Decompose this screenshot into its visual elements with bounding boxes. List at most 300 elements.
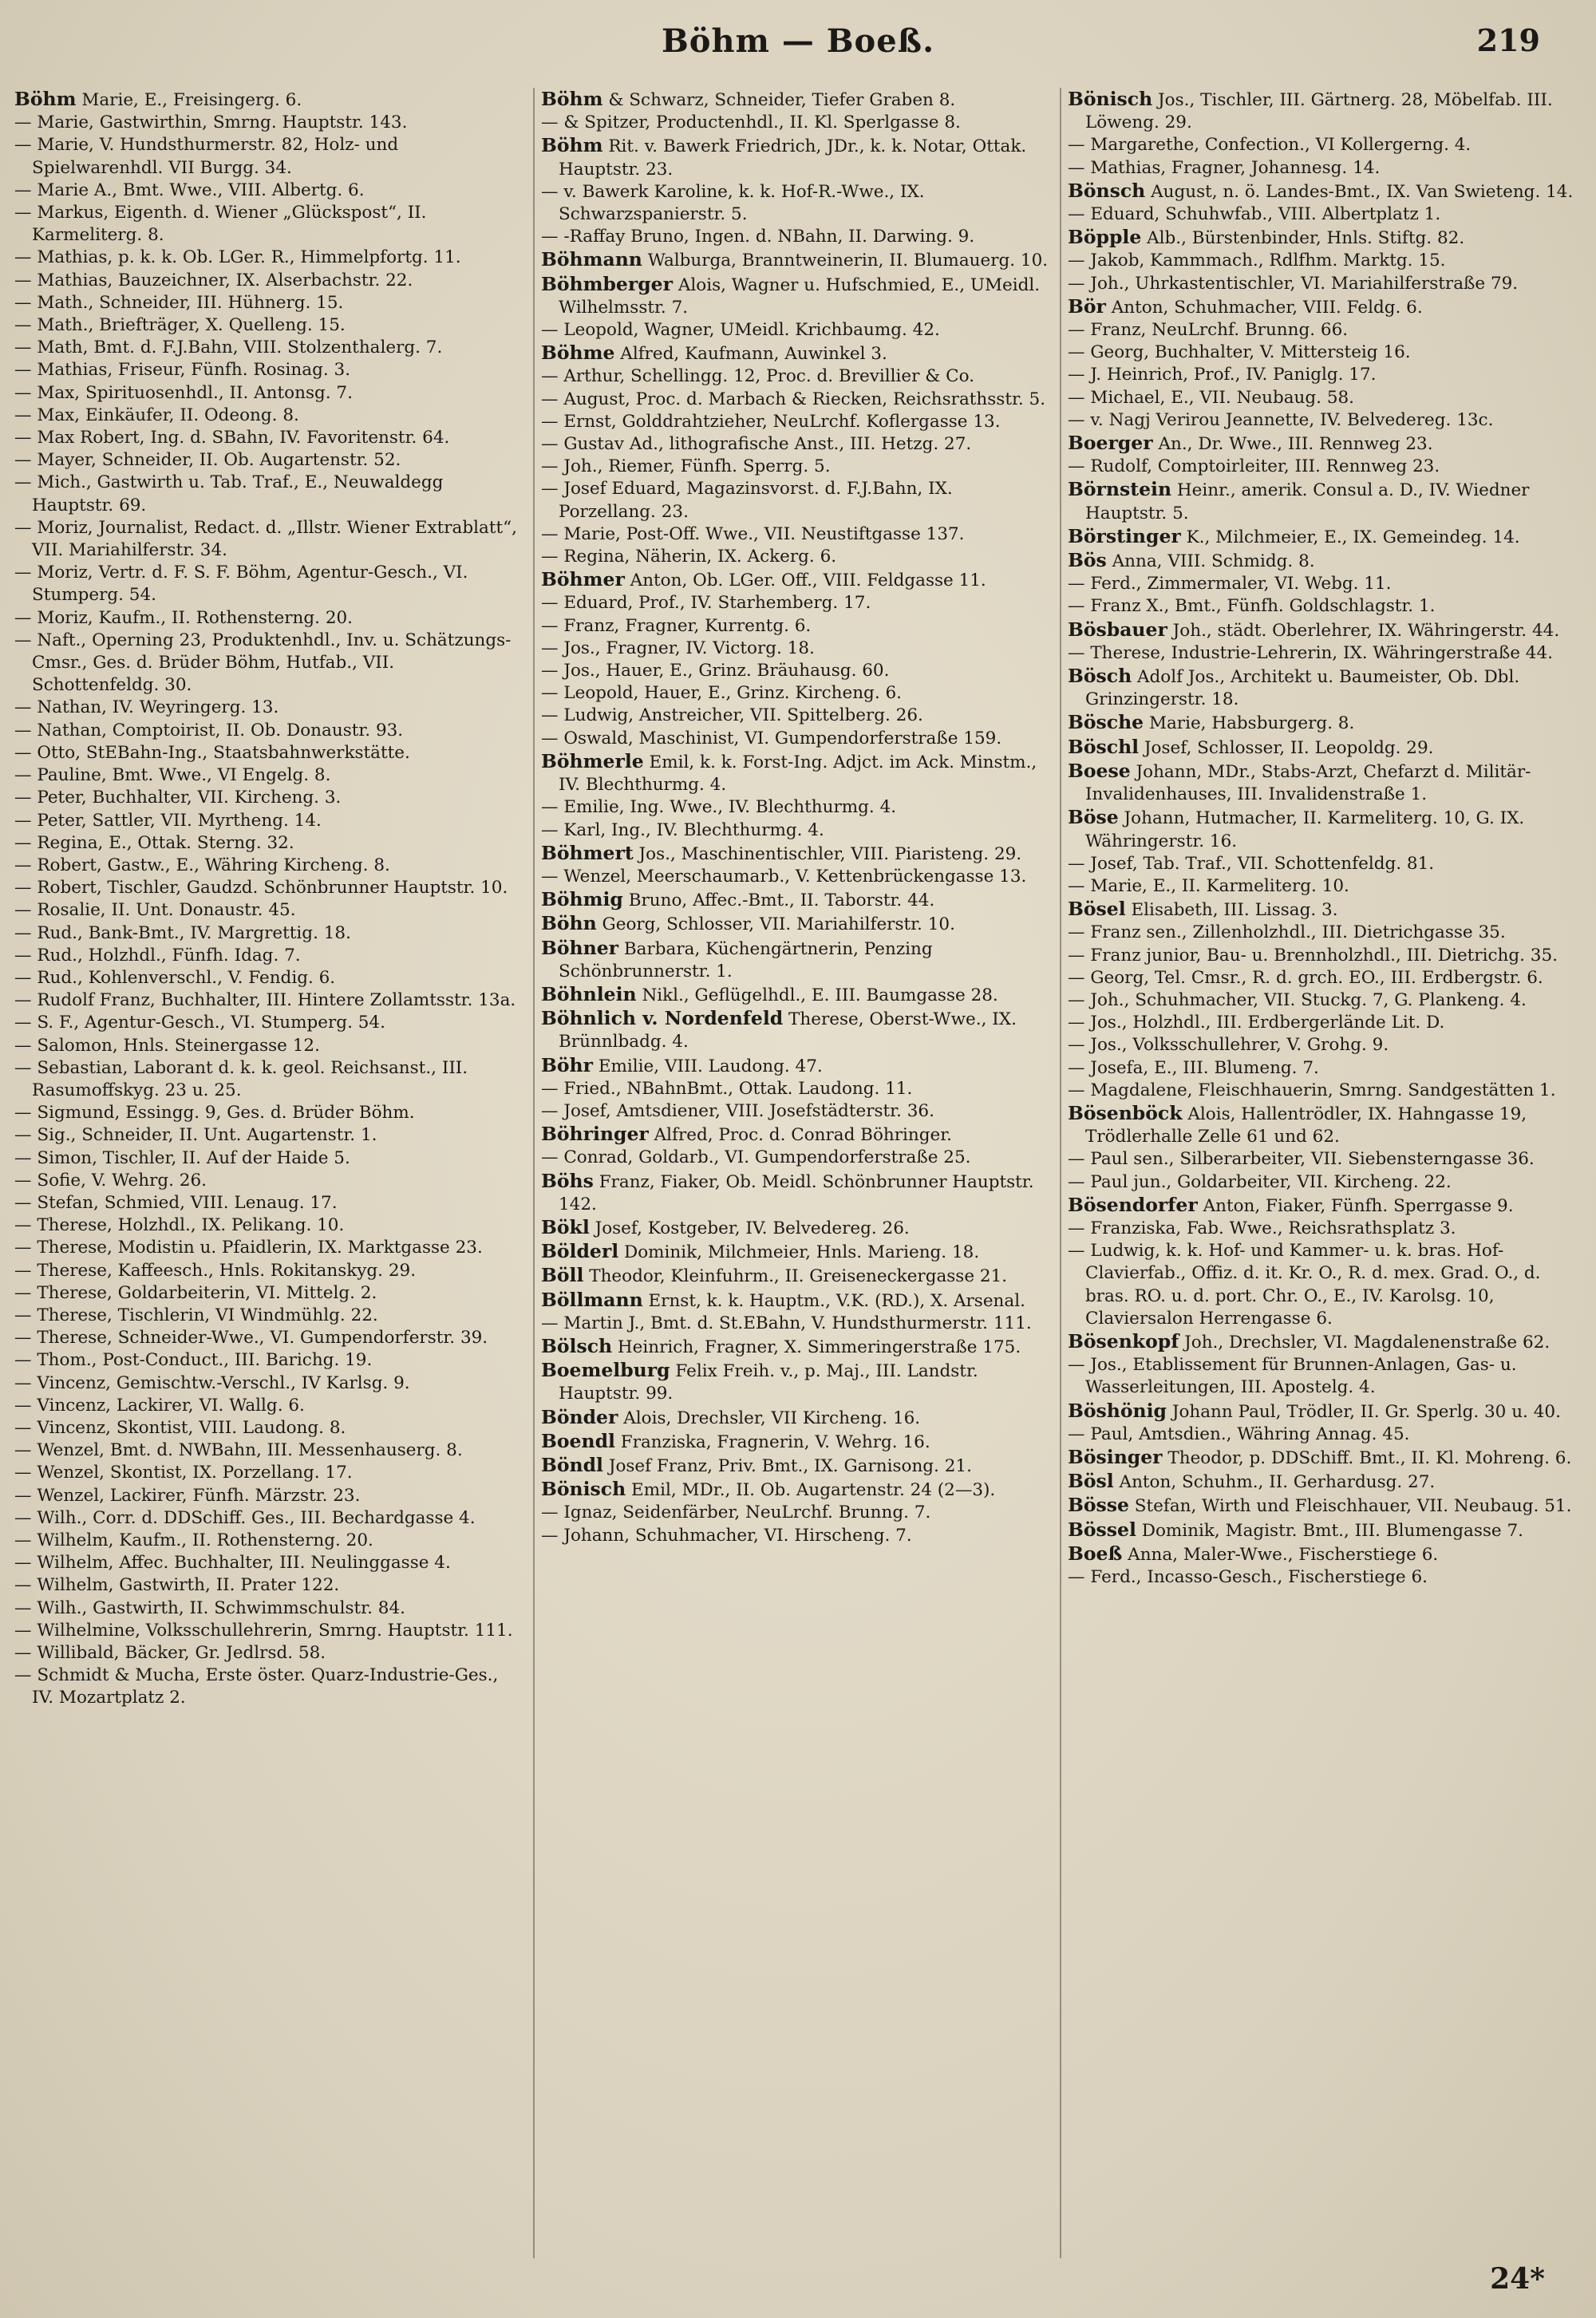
entry-surname: Bönisch [541, 1478, 626, 1501]
directory-entry [1068, 989, 1578, 1012]
directory-entry [14, 1552, 525, 1574]
directory-entry [1068, 665, 1578, 711]
directory-entry [541, 1502, 1052, 1524]
directory-entry [1068, 250, 1578, 272]
column-divider [1060, 88, 1061, 2258]
entry-text: Therese, Oberst-Wwe., IX. Brünnlbadg. 4. [559, 1009, 1017, 1052]
directory-entry [14, 1327, 525, 1349]
entry-surname: Bölsch [541, 1334, 613, 1357]
directory-entry [541, 248, 1052, 272]
entry-text: — Conrad, Goldarb., VI. Gumpendorferstraße 25. [541, 1147, 971, 1168]
entry-surname: Böhn [541, 912, 597, 935]
directory-entry [1068, 967, 1578, 989]
directory-entry [541, 546, 1052, 568]
entry-text: Anna, VIII. Schmidg. 8. [1106, 551, 1315, 572]
directory-entry [14, 1574, 525, 1597]
entry-text: — Josef, Amtsdiener, VIII. Josefstädterstr. 36. [541, 1100, 934, 1121]
entry-text: — Salomon, Hnls. Steinergasse 12. [14, 1035, 320, 1056]
entry-surname: Bösendorfer [1068, 1193, 1198, 1216]
directory-entry [541, 888, 1052, 912]
directory-entry [14, 517, 525, 562]
directory-entry [541, 342, 1052, 365]
directory-entry [1068, 1148, 1578, 1171]
directory-entry [541, 983, 1052, 1007]
directory-entry [1068, 573, 1578, 595]
entry-text: Joh., städt. Oberlehrer, IX. Währingerstr. 44. [1167, 620, 1560, 641]
directory-entry [14, 832, 525, 855]
entry-text: — Georg, Buchhalter, V. Mittersteig 16. [1068, 342, 1411, 363]
entry-text: Georg, Schlosser, VII. Mariahilferstr. 10. [596, 914, 955, 935]
entry-text: — Vincenz, Gemischtw.-Verschl., IV Karlsg. 9. [14, 1372, 410, 1393]
entry-surname: Böhner [541, 936, 619, 959]
entry-text: — Franz, NeuLrchf. Brunng. 66. [1068, 320, 1349, 341]
entry-surname: Bösinger [1068, 1445, 1163, 1468]
entry-text: — Paul sen., Silberarbeiter, VII. Siebensterngasse 36. [1068, 1149, 1535, 1170]
directory-entry [14, 1147, 525, 1170]
entry-text: — Wilhelm, Affec. Buchhalter, III. Neulinggasse 4. [14, 1553, 451, 1574]
directory-entry [14, 112, 525, 134]
entry-text: — Moriz, Kaufm., II. Rothensterng. 20. [14, 607, 354, 628]
directory-entry [541, 1313, 1052, 1335]
directory-entry [1068, 387, 1578, 409]
entry-text: — Ludwig, k. k. Hof- und Kammer- u. k. bras. Hof-Clavierfab., Offiz. d. it. Kr. O., R. d. mex. Grad. O., d. bras. RO. u. d. port. Chr. O., E., IV. Karolsg. 10, Claviersalon Herrengasse 6. [1068, 1241, 1541, 1329]
directory-entry [14, 1192, 525, 1214]
directory-entry [541, 1240, 1052, 1264]
entry-surname: Boerger [1068, 432, 1153, 455]
entry-text: — Mayer, Schneider, II. Ob. Augartenstr. 52. [14, 450, 401, 471]
directory-entry [541, 1454, 1052, 1478]
directory-entry [14, 1260, 525, 1282]
entry-text: — Therese, Schneider-Wwe., VI. Gumpendorferstr. 39. [14, 1328, 488, 1349]
entry-text: — Franziska, Fab. Wwe., Reichsrathsplatz 3. [1068, 1218, 1456, 1238]
directory-entry [541, 226, 1052, 248]
entry-surname: Bösel [1068, 898, 1126, 921]
column-1 [14, 88, 525, 2258]
entry-text: — Sofie, V. Wehrg. 26. [14, 1170, 207, 1191]
entry-surname: Böhr [541, 1053, 594, 1076]
entry-surname: Böse [1068, 806, 1119, 829]
directory-entry [1068, 1171, 1578, 1194]
directory-entry [1068, 273, 1578, 295]
entry-text: — Therese, Tischlerin, VI Windmühlg. 22. [14, 1305, 378, 1325]
entry-text: — Math., Briefträger, X. Quelleng. 15. [14, 315, 346, 336]
directory-entry [14, 787, 525, 809]
directory-entry [541, 1170, 1052, 1216]
directory-entry [541, 728, 1052, 750]
directory-entry [14, 1642, 525, 1664]
directory-entry [14, 899, 525, 922]
directory-entry [14, 382, 525, 405]
entry-text: — Josef, Tab. Traf., VII. Schottenfeldg. 81. [1068, 853, 1435, 874]
directory-entry [14, 810, 525, 832]
entry-text: Johann, Hutmacher, II. Karmeliterg. 10, G. IX. Währingerstr. 16. [1085, 808, 1525, 851]
directory-entry [14, 1102, 525, 1124]
directory-entry [1068, 642, 1578, 665]
directory-entry [1068, 409, 1578, 432]
entry-text: — Jos., Hauer, E., Grinz. Bräuhausg. 60. [541, 661, 890, 681]
entry-text: Stefan, Wirth und Fleischhauer, VII. Neubaug. 51. [1128, 1496, 1572, 1517]
entry-text: — Rudolf Franz, Buchhalter, III. Hintere Zollamtsstr. 13a. [14, 990, 516, 1011]
entry-text: — Michael, E., VII. Neubaug. 58. [1068, 387, 1355, 408]
directory-entry [541, 842, 1052, 866]
directory-entry [14, 1349, 525, 1372]
directory-entry [1068, 1446, 1578, 1470]
directory-entry [14, 697, 525, 719]
directory-entry [1068, 1330, 1578, 1354]
directory-entry [541, 638, 1052, 660]
directory-entry [14, 1057, 525, 1102]
entry-text: — Math., Schneider, III. Hühnerg. 15. [14, 292, 344, 313]
entry-text: Anton, Schuhmacher, VIII. Feldg. 6. [1105, 297, 1423, 318]
column-2 [541, 88, 1052, 2258]
entry-text: — Therese, Industrie-Lehrerin, IX. Währingerstraße 44. [1068, 642, 1553, 663]
directory-entry [14, 180, 525, 202]
directory-entry [14, 1439, 525, 1462]
directory-entry [541, 365, 1052, 388]
directory-entry [541, 389, 1052, 411]
entry-text: — Wilhelm, Kaufm., II. Rothensterng. 20. [14, 1530, 373, 1550]
entry-surname: Börnstein [1068, 478, 1172, 501]
directory-entry [1068, 1518, 1578, 1542]
entry-text: — Wilhelm, Gastwirth, II. Prater 122. [14, 1575, 340, 1596]
entry-text: Emil, k. k. Forst-Ing. Adjct. im Ack. Minstm., IV. Blechthurmg. 4. [559, 752, 1037, 796]
directory-entry [1068, 1240, 1578, 1330]
entry-text: — Moriz, Vertr. d. F. S. F. Böhm, Agentur-Gesch., VI. Stumperg. 54. [14, 563, 468, 606]
entry-text: — Mathias, Bauzeichner, IX. Alserbachstr. 22. [14, 270, 413, 290]
directory-entry [14, 1170, 525, 1192]
directory-columns [14, 88, 1588, 2258]
entry-text: Walburga, Branntweinerin, II. Blumauerg. 10. [642, 251, 1049, 271]
entry-surname: Bösenkopf [1068, 1329, 1179, 1352]
entry-text: Alois, Wagner u. Hufschmied, E., UMeidl. Wilhelmsstr. 7. [559, 274, 1041, 318]
directory-entry [14, 202, 525, 247]
directory-entry [1068, 364, 1578, 386]
directory-entry [541, 912, 1052, 936]
directory-entry [541, 411, 1052, 433]
directory-entry [541, 682, 1052, 705]
directory-entry [1068, 1012, 1578, 1034]
directory-entry [541, 1078, 1052, 1100]
entry-text: — Ferd., Incasso-Gesch., Fischerstiege 6. [1068, 1567, 1428, 1587]
entry-surname: Boeß [1068, 1542, 1123, 1565]
entry-text: — Mathias, Friseur, Fünfh. Rosinag. 3. [14, 360, 351, 381]
directory-entry [1068, 1218, 1578, 1240]
entry-text: — Regina, Näherin, IX. Ackerg. 6. [541, 547, 837, 567]
entry-text: — v. Nagj Verirou Jeannette, IV. Belvedereg. 13c. [1068, 409, 1494, 430]
entry-text: — Nathan, IV. Weyringerg. 13. [14, 697, 279, 718]
entry-surname: Böhringer [541, 1123, 649, 1146]
directory-entry [1068, 88, 1578, 134]
directory-entry [14, 1597, 525, 1620]
directory-entry [14, 88, 525, 112]
entry-text: Anton, Ob. LGer. Off., VIII. Feldgasse 11. [624, 571, 986, 591]
directory-entry [541, 1123, 1052, 1147]
directory-entry [14, 1282, 525, 1305]
entry-text: Franziska, Fragnerin, V. Wehrg. 16. [614, 1431, 930, 1452]
directory-entry [1068, 342, 1578, 364]
directory-entry [1068, 618, 1578, 642]
entry-surname: Bönisch [1068, 88, 1153, 110]
directory-entry [1068, 736, 1578, 760]
entry-text: — Stefan, Schmied, VIII. Lenaug. 17. [14, 1192, 338, 1213]
entry-text: Nikl., Geflügelhdl., E. III. Baumgasse 28. [636, 985, 998, 1005]
entry-text: An., Dr. Wwe., III. Rennweg 23. [1152, 434, 1433, 455]
directory-entry [1068, 1194, 1578, 1218]
entry-text: — Josef Eduard, Magazinsvorst. d. F.J.Bahn, IX. Porzellang. 23. [541, 479, 953, 522]
directory-entry [14, 247, 525, 269]
directory-entry [541, 1054, 1052, 1078]
entry-text: — Oswald, Maschinist, VI. Gumpendorferstraße 159. [541, 728, 1002, 748]
entry-text: — Wenzel, Skontist, IX. Porzellang. 17. [14, 1463, 353, 1483]
entry-text: — Jos., Holzhdl., III. Erdbergerlände Lit. D. [1068, 1013, 1445, 1033]
entry-text: — Vincenz, Lackirer, VI. Wallg. 6. [14, 1395, 305, 1416]
entry-text: — Regina, E., Ottak. Sterng. 32. [14, 832, 294, 853]
entry-text: Heinr., amerik. Consul a. D., IV. Wiedner Hauptstr. 5. [1085, 480, 1530, 523]
directory-entry [541, 1430, 1052, 1454]
entry-text: — Ludwig, Anstreicher, VII. Spittelberg. 26. [541, 705, 923, 726]
entry-text: — Josefa, E., III. Blumeng. 7. [1068, 1057, 1319, 1078]
entry-text: — Max Robert, Ing. d. SBahn, IV. Favoritenstr. 64. [14, 428, 450, 448]
entry-text: & Schwarz, Schneider, Tiefer Graben 8. [602, 90, 956, 110]
entry-surname: Böhm [541, 134, 603, 157]
directory-entry [1068, 432, 1578, 456]
directory-entry [541, 1007, 1052, 1053]
entry-text: — Rud., Bank-Bmt., IV. Margrettig. 18. [14, 922, 351, 943]
entry-surname: Bösl [1068, 1470, 1114, 1493]
directory-entry [14, 337, 525, 359]
entry-text: Marie, Habsburgerg. 8. [1144, 713, 1355, 734]
directory-entry [14, 449, 525, 472]
entry-surname: Böhm [14, 88, 77, 110]
entry-text: Joh., Drechsler, VI. Magdalenenstraße 62. [1179, 1332, 1551, 1352]
entry-text: — Emilie, Ing. Wwe., IV. Blechthurmg. 4. [541, 797, 897, 818]
entry-text: — Robert, Gastw., E., Währing Kircheng. 8. [14, 855, 390, 875]
directory-entry [541, 866, 1052, 888]
entry-text: Barbara, Küchengärtnerin, Penzing Schönbrunnerstr. 1. [559, 938, 933, 981]
directory-entry [541, 1216, 1052, 1240]
directory-entry [1068, 549, 1578, 573]
entry-surname: Börstinger [1068, 524, 1181, 547]
entry-text: — Peter, Buchhalter, VII. Kircheng. 3. [14, 788, 342, 808]
directory-entry [14, 1620, 525, 1642]
entry-text: — Wilh., Corr. d. DDSchiff. Ges., III. Bechardgasse 4. [14, 1507, 476, 1528]
entry-text: — August, Proc. d. Marbach & Riecken, Reichsrathsstr. 5. [541, 389, 1046, 409]
directory-entry [1068, 760, 1578, 806]
directory-entry [14, 945, 525, 967]
entry-surname: Bösche [1068, 711, 1144, 734]
directory-entry [1068, 1424, 1578, 1446]
directory-entry [541, 1289, 1052, 1313]
entry-text: — Max, Spirituosenhdl., II. Antonsg. 7. [14, 382, 353, 403]
column-divider [533, 88, 535, 2258]
entry-text: — Peter, Sattler, VII. Myrtheng. 14. [14, 810, 322, 831]
entry-text: — Eduard, Schuhwfab., VIII. Albertplatz 1. [1068, 204, 1441, 225]
directory-entry [541, 568, 1052, 592]
directory-entry [541, 1100, 1052, 1123]
entry-text: — Wenzel, Lackirer, Fünfh. Märzstr. 23. [14, 1485, 361, 1506]
entry-text: Anton, Schuhm., II. Gerhardusg. 27. [1113, 1472, 1436, 1493]
entry-text: Elisabeth, III. Lissag. 3. [1125, 900, 1338, 921]
entry-surname: Böhnlich v. Nordenfeld [541, 1007, 784, 1030]
entry-text: — Sigmund, Essingg. 9, Ges. d. Brüder Böhm. [14, 1103, 415, 1123]
directory-entry [14, 855, 525, 877]
directory-entry [14, 292, 525, 314]
directory-entry [14, 427, 525, 449]
entry-text: — Magdalene, Fleischhauerin, Smrng. Sandgestätten 1. [1068, 1080, 1556, 1100]
entry-surname: Böhmig [541, 888, 623, 911]
directory-entry [1068, 180, 1578, 203]
entry-text: — Moriz, Journalist, Redact. d. „Illstr. Wiener Extrablatt“, VII. Mariahilferstr. 34. [14, 517, 517, 561]
entry-text: — Karl, Ing., IV. Blechthurmg. 4. [541, 819, 824, 840]
directory-entry [1068, 456, 1578, 478]
entry-text: — Marie, Post-Off. Wwe., VII. Neustiftgasse 137. [541, 523, 965, 544]
entry-text: — Arthur, Schellingg. 12, Proc. d. Brevillier & Co. [541, 366, 975, 387]
entry-text: — Margarethe, Confection., VI Kollergerng. 4. [1068, 135, 1472, 156]
entry-text: — Markus, Eigenth. d. Wiener „Glückspost“, II. Karmeliterg. 8. [14, 203, 427, 246]
entry-surname: Bönder [541, 1405, 618, 1428]
entry-text: Alb., Bürstenbinder, Hnls. Stiftg. 82. [1141, 228, 1465, 249]
directory-entry [14, 720, 525, 742]
entry-surname: Böhmert [541, 841, 634, 864]
directory-entry [541, 181, 1052, 226]
entry-surname: Böhmerle [541, 749, 644, 772]
entry-surname: Bösenböck [1068, 1101, 1183, 1124]
entry-surname: Böll [541, 1264, 584, 1287]
directory-entry [541, 88, 1052, 112]
entry-text: — Leopold, Wagner, UMeidl. Krichbaumg. 42. [541, 320, 940, 341]
entry-text: — Franz X., Bmt., Fünfh. Goldschlagstr. 1. [1068, 596, 1436, 617]
entry-text: Jos., Tischler, III. Gärtnerg. 28, Möbelfab. III. Löweng. 29. [1085, 90, 1553, 133]
entry-text: — Naft., Operning 23, Produktenhdl., Inv. u. Schätzungs-Cmsr., Ges. d. Brüder Böhm, Hutfab., VII. Schottenfeldg. 30. [14, 630, 512, 696]
directory-entry [14, 1507, 525, 1530]
entry-text: — Sebastian, Laborant d. k. k. geol. Reichsanst., III. Rasumoffskyg. 23 u. 25. [14, 1057, 468, 1100]
entry-text: Theodor, Kleinfuhrm., II. Greiseneckergasse 21. [583, 1266, 1008, 1287]
directory-entry [541, 319, 1052, 342]
entry-text: Anton, Fiaker, Fünfh. Sperrgasse 9. [1197, 1195, 1514, 1216]
directory-entry [1068, 1102, 1578, 1148]
entry-text: — Gustav Ad., lithografische Anst., III. Hetzg. 27. [541, 434, 972, 455]
entry-surname: Bölderl [541, 1240, 619, 1263]
entry-surname: Böhmer [541, 568, 625, 591]
entry-text: — Wilhelmine, Volksschullehrerin, Smrng. Hauptstr. 111. [14, 1620, 513, 1641]
entry-text: — Ignaz, Seidenfärber, NeuLrchf. Brunng. 7. [541, 1503, 931, 1523]
entry-text: — Nathan, Comptoirist, II. Ob. Donaustr. 93. [14, 720, 404, 740]
entry-surname: Böhme [541, 342, 615, 365]
entry-surname: Böpple [1068, 226, 1142, 249]
directory-entry [14, 405, 525, 427]
entry-text: — Wenzel, Bmt. d. NWBahn, III. Messenhauserg. 8. [14, 1440, 463, 1461]
directory-entry [1068, 1080, 1578, 1102]
entry-text: — S. F., Agentur-Gesch., VI. Stumperg. 54. [14, 1013, 385, 1033]
directory-entry [1068, 1566, 1578, 1589]
directory-entry [541, 660, 1052, 682]
directory-entry [14, 1417, 525, 1439]
entry-text: — Math, Bmt. d. F.J.Bahn, VIII. Stolzenthalerg. 7. [14, 338, 443, 358]
directory-entry [14, 764, 525, 787]
entry-text: — Mathias, Fragner, Johannesg. 14. [1068, 157, 1381, 178]
directory-entry [1068, 525, 1578, 549]
directory-entry [14, 1012, 525, 1034]
directory-entry [1068, 875, 1578, 898]
directory-entry [14, 1530, 525, 1552]
entry-text: Jos., Maschinentischler, VIII. Piaristeng. 29. [633, 843, 1022, 864]
entry-surname: Boemelburg [541, 1359, 670, 1382]
entry-text: — Schmidt & Mucha, Erste öster. Quarz-Industrie-Ges., IV. Mozartplatz 2. [14, 1665, 499, 1708]
entry-text: K., Milchmeier, E., IX. Gemeindeg. 14. [1180, 527, 1520, 547]
directory-entry [541, 1264, 1052, 1288]
entry-text: Dominik, Milchmeier, Hnls. Marieng. 18. [618, 1242, 980, 1263]
directory-entry [541, 819, 1052, 842]
entry-surname: Böhmann [541, 248, 642, 271]
entry-text: — Willibald, Bäcker, Gr. Jedlrsd. 58. [14, 1643, 326, 1664]
entry-text: — Max, Einkäufer, II. Odeong. 8. [14, 405, 299, 425]
entry-text: Franz, Fiaker, Ob. Meidl. Schönbrunner Hauptstr. 142. [559, 1171, 1034, 1214]
directory-entry [1068, 1034, 1578, 1056]
directory-entry [1068, 203, 1578, 226]
entry-text: — Pauline, Bmt. Wwe., VI Engelg. 8. [14, 765, 331, 786]
entry-surname: Bösse [1068, 1494, 1129, 1517]
directory-entry [14, 1395, 525, 1417]
entry-text: — Jakob, Kammmach., Rdlfhm. Marktg. 15. [1068, 251, 1446, 271]
entry-text: Marie, E., Freisingerg. 6. [76, 90, 302, 110]
directory-entry [14, 134, 525, 179]
entry-surname: Böhnlein [541, 982, 637, 1005]
directory-entry [14, 967, 525, 989]
entry-text: — Eduard, Prof., IV. Starhemberg. 17. [541, 593, 871, 614]
directory-entry [541, 273, 1052, 319]
entry-text: Rit. v. Bawerk Friedrich, JDr., k. k. Notar, Ottak. Hauptstr. 23. [559, 136, 1027, 180]
directory-entry [14, 877, 525, 899]
entry-text: Ernst, k. k. Hauptm., V.K. (RD.), X. Arsenal. [642, 1290, 1025, 1311]
directory-entry [14, 1124, 525, 1147]
directory-entry [1068, 922, 1578, 944]
directory-entry [1068, 134, 1578, 156]
entry-text: — Ernst, Golddrahtzieher, NeuLrchf. Koflergasse 13. [541, 411, 1001, 432]
entry-text: — v. Bawerk Karoline, k. k. Hof-R.-Wwe., IX. Schwarzspanierstr. 5. [541, 181, 925, 225]
directory-entry [1068, 806, 1578, 852]
entry-text: — Jos., Etablissement für Brunnen-Anlagen, Gas- u. Wasserleitungen, III. Apostelg. 4. [1068, 1355, 1517, 1398]
entry-surname: Böhm [541, 88, 603, 110]
entry-text: — Jos., Fragner, IV. Victorg. 18. [541, 638, 815, 658]
entry-text: — Franz, Fragner, Kurrentg. 6. [541, 615, 812, 636]
entry-text: Heinrich, Fragner, X. Simmeringerstraße 175. [612, 1337, 1021, 1357]
directory-entry [541, 1406, 1052, 1430]
entry-text: — Ferd., Zimmermaler, VI. Webg. 11. [1068, 574, 1392, 594]
entry-surname: Böschl [1068, 735, 1140, 758]
entry-text: — Leopold, Hauer, E., Grinz. Kircheng. 6. [541, 683, 903, 704]
directory-entry [1068, 478, 1578, 524]
entry-text: — Marie A., Bmt. Wwe., VIII. Albertg. 6. [14, 180, 365, 200]
directory-entry [14, 562, 525, 606]
directory-entry [1068, 1400, 1578, 1424]
entry-text: Felix Freih. v., p. Maj., III. Landstr. Hauptstr. 99. [559, 1361, 978, 1404]
entry-text: Theodor, p. DDSchiff. Bmt., II. Kl. Mohreng. 6. [1162, 1447, 1572, 1468]
directory-entry [1068, 711, 1578, 735]
entry-text: — Marie, E., II. Karmeliterg. 10. [1068, 875, 1349, 896]
entry-text: — Rud., Kohlenverschl., V. Fendig. 6. [14, 967, 336, 988]
directory-entry [1068, 157, 1578, 180]
entry-text: Josef, Kostgeber, IV. Belvedereg. 26. [589, 1218, 910, 1238]
directory-entry [14, 1035, 525, 1057]
directory-entry [14, 472, 525, 516]
directory-entry [541, 1335, 1052, 1359]
directory-entry [14, 989, 525, 1012]
entry-text: — Marie, V. Hundsthurmerstr. 82, Holz- und Spielwarenhdl. VII Burgg. 34. [14, 135, 399, 178]
entry-text: Emil, MDr., II. Ob. Augartenstr. 24 (2—3). [626, 1480, 996, 1501]
entry-surname: Böndl [541, 1453, 603, 1476]
directory-entry [14, 630, 525, 697]
entry-text: Josef Franz, Priv. Bmt., IX. Garnisong. 21. [602, 1455, 972, 1476]
